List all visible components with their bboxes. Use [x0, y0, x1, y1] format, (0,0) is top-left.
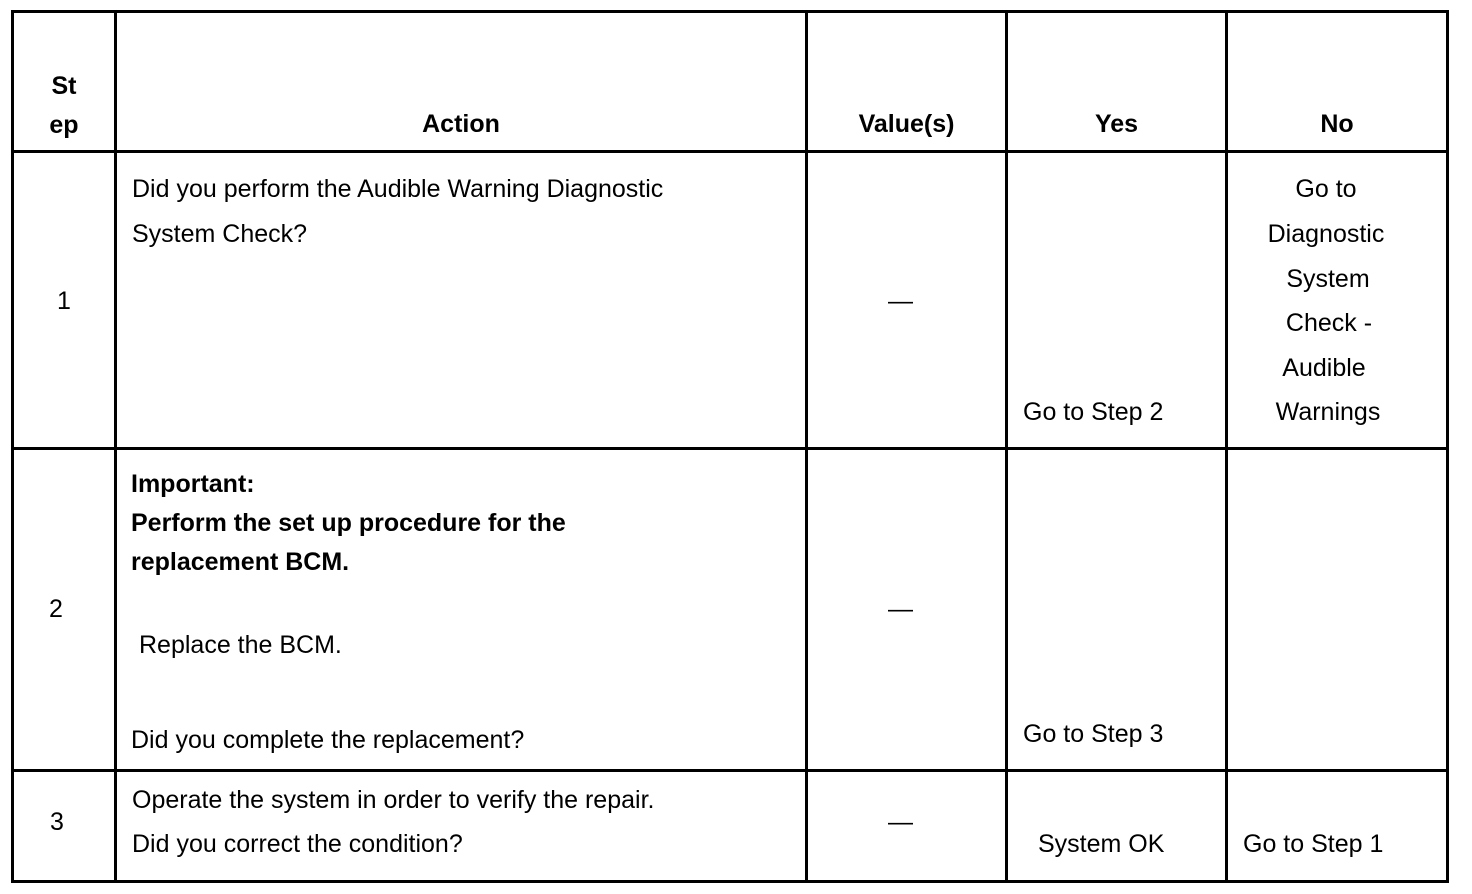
row2-step: 2: [49, 595, 63, 623]
row1-bottom-border: [11, 447, 1449, 450]
row3-action-line1: Operate the system in order to verify the repair.: [132, 786, 655, 814]
header-values: Value(s): [858, 110, 955, 138]
row3-step: 3: [50, 808, 64, 836]
table-left-border: [11, 10, 14, 883]
row1-step: 1: [57, 287, 71, 315]
header-bottom-border: [11, 150, 1449, 153]
header-action: Action: [422, 110, 500, 138]
table-bottom-border: [11, 880, 1449, 883]
row3-no: Go to Step 1: [1243, 830, 1384, 858]
row2-important-label: Important:: [131, 470, 255, 498]
row1-no-line3: System: [1286, 265, 1370, 293]
row2-action-instruction: Replace the BCM.: [139, 631, 342, 659]
row1-action-line1: Did you perform the Audible Warning Diagnostic: [132, 175, 664, 203]
table-right-border: [1446, 10, 1449, 883]
row2-value: —: [888, 595, 913, 623]
row1-yes: Go to Step 2: [1023, 398, 1164, 426]
row2-important-line1: Perform the set up procedure for the: [131, 509, 566, 537]
row1-no-line1: Go to: [1295, 175, 1357, 203]
row3-value: —: [888, 808, 913, 836]
row3-action-line2: Did you correct the condition?: [132, 830, 463, 858]
value-column-divider: [1005, 10, 1008, 883]
yes-column-divider: [1225, 10, 1228, 883]
row1-value: —: [888, 287, 913, 315]
action-column-divider: [805, 10, 808, 883]
row2-action-question: Did you complete the replacement?: [131, 726, 525, 754]
row1-action-line2: System Check?: [132, 220, 308, 248]
row2-bottom-border: [11, 769, 1449, 772]
row2-important-line2: replacement BCM.: [131, 548, 350, 576]
header-step-line2: ep: [49, 111, 79, 139]
step-column-divider: [114, 10, 117, 883]
row1-no-line2: Diagnostic: [1267, 220, 1385, 248]
row1-no-line5: Audible: [1282, 354, 1366, 382]
row3-yes: System OK: [1038, 830, 1165, 858]
header-no: No: [1320, 110, 1354, 138]
header-step-line1: St: [51, 72, 77, 100]
row1-no-line6: Warnings: [1275, 398, 1381, 426]
header-yes: Yes: [1094, 110, 1139, 138]
row2-yes: Go to Step 3: [1023, 720, 1164, 748]
table-top-border: [11, 10, 1449, 13]
row1-no-line4: Check -: [1285, 309, 1373, 337]
